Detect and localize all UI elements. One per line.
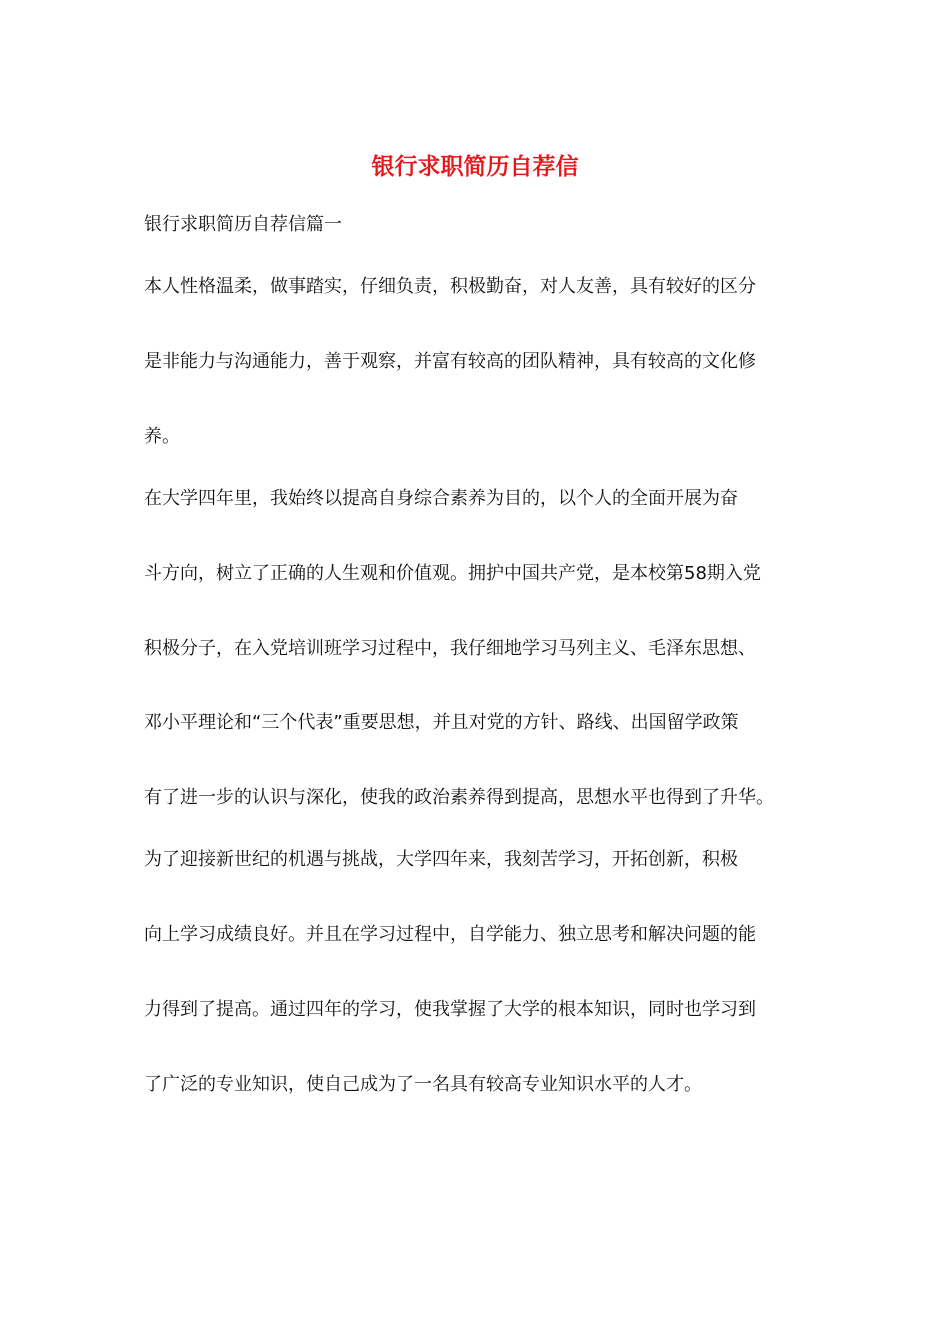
document-title: 银行求职简历自荐信: [371, 153, 579, 180]
document-subtitle: 银行求职简历自荐信篇一: [144, 214, 342, 235]
paragraph-line: 力得到了提高。通过四年的学习，使我掌握了大学的根本知识，同时也学习到: [144, 999, 756, 1020]
paragraph-line: 了广泛的专业知识，使自己成为了一名具有较高专业知识水平的人才。: [144, 1074, 702, 1095]
paragraph-line: 斗方向，树立了正确的人生观和价值观。拥护中国共产党，是本校第58期入党: [144, 563, 761, 584]
paragraph-line: 本人性格温柔，做事踏实，仔细负责，积极勤奋，对人友善，具有较好的区分: [144, 276, 756, 297]
paragraph-line: 是非能力与沟通能力，善于观察，并富有较高的团队精神，具有较高的文化修: [144, 351, 756, 372]
paragraph-line: 积极分子，在入党培训班学习过程中，我仔细地学习马列主义、毛泽东思想、: [144, 638, 756, 659]
paragraph-line: 有了进一步的认识与深化，使我的政治素养得到提高，思想水平也得到了升华。: [144, 787, 774, 808]
paragraph-line: 养。: [144, 426, 180, 447]
paragraph-line: 向上学习成绩良好。并且在学习过程中，自学能力、独立思考和解决问题的能: [144, 924, 756, 945]
paragraph-line: 在大学四年里，我始终以提高自身综合素养为目的，以个人的全面开展为奋: [144, 488, 738, 509]
paragraph-line: 邓小平理论和“三个代表”重要思想，并且对党的方针、路线、出国留学政策: [144, 712, 739, 733]
paragraph-line: 为了迎接新世纪的机遇与挑战，大学四年来，我刻苦学习，开拓创新，积极: [144, 849, 738, 870]
